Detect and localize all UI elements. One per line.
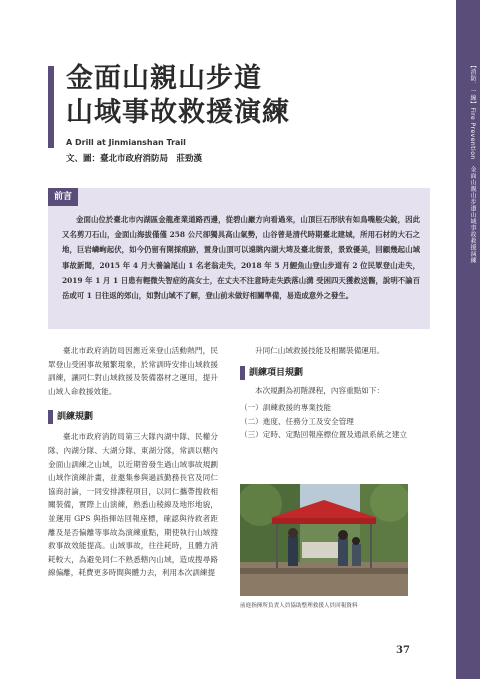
left-paragraph-2: 臺北市政府消防局第三大隊內湖中隊、民權分隊、內湖分隊、大湖分隊、東湖分隊，常訓以轄內金面山訓練之山域，以近期曾發生過山域事故規劃山域作演練計畫，並邀集參與過該勤務長官及同仁協商討論，一同安排課程項目，以同仁攜帶搜救相關裝備，實際上山演練，熟悉山稜線及地形地貌，並運用 GPS 與指揮站回報座標，確認與待救者距離及是否偏離等事故為演練重點，期使執行山域搜救事故效能提高。山域事故，往往耗時，且體力消耗較大，為避免同仁不熟悉轄內山域，造成搜尋路線偏離，耗費更多時間與體力去，利用本次訓練提 — [48, 432, 218, 578]
page-number: 37 — [396, 645, 410, 656]
intro-label: 前言 — [48, 188, 78, 206]
photo-command-post — [240, 484, 408, 596]
section-tab-label: 【消防．一線】Fire Prevention 金面山親山步道山域事故救援演練 — [469, 62, 476, 264]
english-subtitle: A Drill at Jinmianshan Trail — [66, 138, 186, 147]
section-heading-training-plan: 訓練規劃 — [48, 410, 93, 424]
intro-paragraph: 金面山位於臺北市內湖區金龍產業道路西邊，從碧山巖方向看過來，山頂巨石形狀有如鳥嘴般尖銳，因此又名剪刀石山，金面山海拔僅僅 258 公尺卻獨具高山氣勢，山谷曾是清代時期臺北建城，所用石材的大石之地，巨岩嶙峋起伏，如今仍留有開採痕跡，置身山頂可以遠眺內湖大埤及臺北街景，景致優美，回顧幾起山域事故新聞，2015 年 4 月大養論尾山 1 名老翁走失，2018 年 5 月鯉魚山登山步道有 2 位民眾登山走失，2019 年 1 月 1 日患有輕微失智症的高女士，在丈夫不注意時走失跌落山溝 受困四天獲救送醫，說明不論百岳或可 1 日往返的郊山，如對山域不了解，登山前未做好相關準備，易造成意外之發生。 — [62, 215, 420, 301]
right-intro: 本次規劃為初階課程，內容重點如下： — [255, 385, 385, 395]
left-column — [48, 344, 218, 580]
right-column — [240, 344, 418, 442]
title-accent-bar — [48, 66, 54, 148]
author-byline: 文、圖：臺北市政府消防局 莊勁漢 — [66, 154, 203, 164]
list-item: （二）進度、任務分工及安全管理 — [240, 416, 354, 426]
section-heading-training-items: 訓練項目規劃 — [240, 366, 303, 380]
list-item: （三）定時、定點回報座標位置及通訊系統之建立 — [240, 430, 408, 440]
title-line-2: 山域事故救援演練 — [66, 97, 290, 128]
photo-caption: 前進指揮所負責人員協助整理救援人員回報資料 — [240, 603, 358, 609]
left-paragraph-1: 臺北市政府消防局因應近來登山活動熱門，民眾登山受困事故頻繁現象，於常訓時安排山域救援訓練，讓同仁對山域救援及裝備器材之運用，提升山域人命救援效能。 — [48, 346, 218, 396]
training-items-list — [240, 401, 418, 442]
right-paragraph-1: 升同仁山域救援技能及相關裝備運用。 — [255, 346, 385, 355]
photo-illustration — [240, 484, 408, 596]
article-title — [66, 62, 290, 130]
list-item: （一）訓練救援的專業技能 — [240, 403, 332, 413]
title-line-1: 金面山親山步道 — [66, 63, 262, 94]
